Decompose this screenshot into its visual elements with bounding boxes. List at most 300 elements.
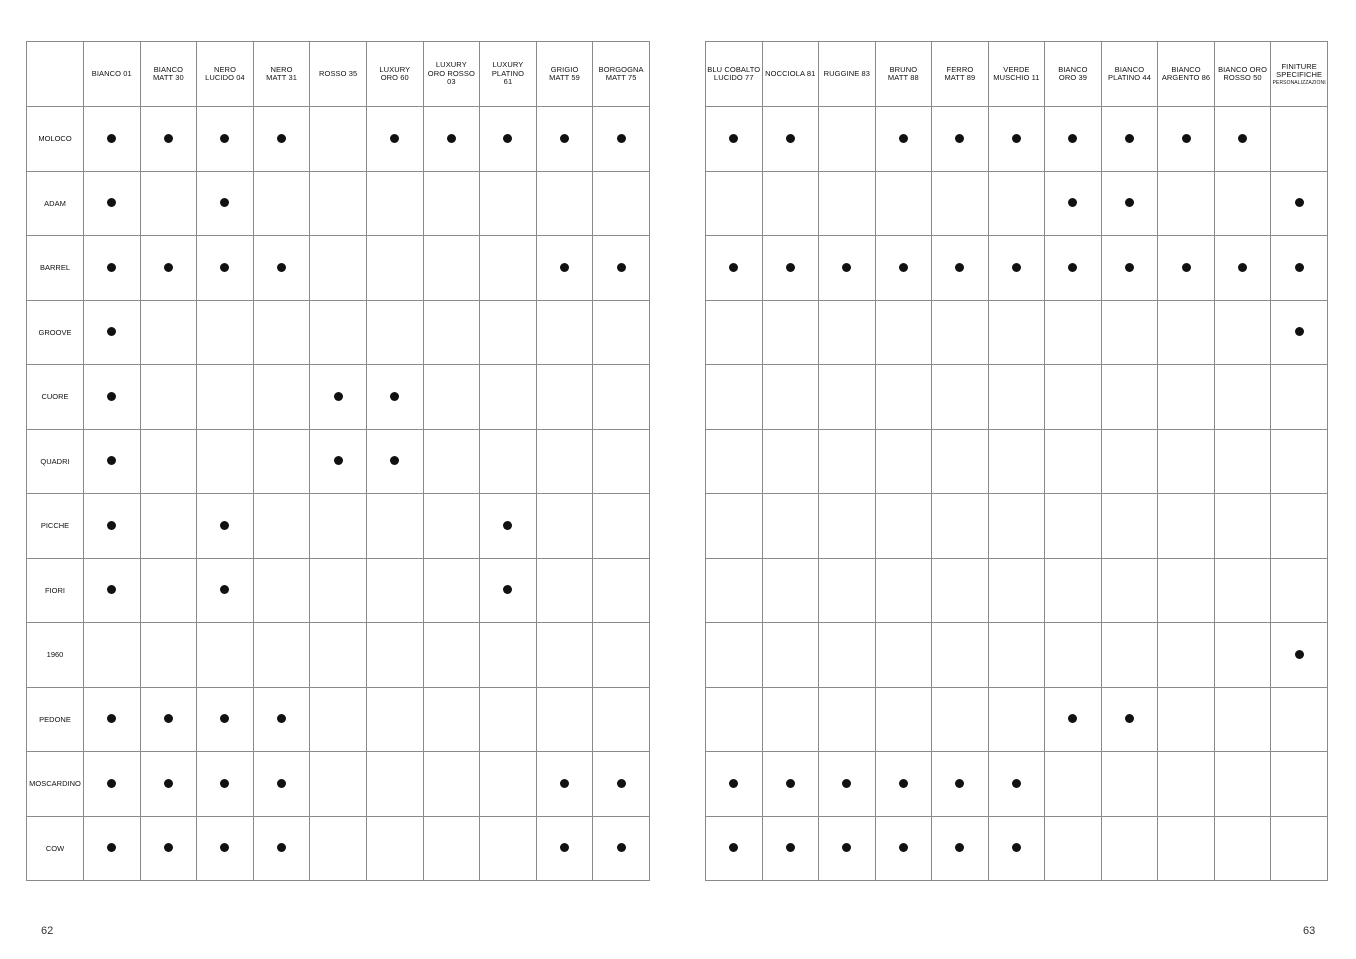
grid-cell <box>932 558 989 623</box>
grid-cell <box>819 494 876 559</box>
grid-cell <box>423 816 480 881</box>
grid-cell <box>593 816 650 881</box>
grid-cell <box>1158 623 1215 688</box>
availability-dot <box>390 456 399 465</box>
grid-cell <box>1158 107 1215 172</box>
row-label: CUORE <box>27 365 84 430</box>
availability-dot <box>1295 198 1304 207</box>
availability-dot <box>107 714 116 723</box>
grid-cell <box>988 752 1045 817</box>
grid-cell <box>1045 300 1102 365</box>
availability-dot <box>842 779 851 788</box>
availability-dot <box>107 198 116 207</box>
column-label: FINITURE SPECIFICHE <box>1276 61 1323 79</box>
grid-cell <box>423 236 480 301</box>
grid-cell <box>932 300 989 365</box>
grid-cell <box>140 429 197 494</box>
header-row <box>27 42 650 107</box>
grid-cell <box>1101 365 1158 430</box>
column-header <box>988 42 1045 107</box>
availability-dot <box>277 263 286 272</box>
grid-cell <box>366 494 423 559</box>
grid-cell <box>423 429 480 494</box>
grid-cell <box>536 494 593 559</box>
grid-cell <box>762 558 819 623</box>
column-label: BIANCO ORO ROSSO 50 <box>1218 64 1268 82</box>
availability-dot <box>220 714 229 723</box>
grid-cell <box>875 365 932 430</box>
availability-dot <box>729 843 738 852</box>
grid-cell <box>1214 752 1271 817</box>
grid-cell <box>140 107 197 172</box>
column-label: LUXURY PLATINO 61 <box>491 60 525 87</box>
row-label: MOLOCO <box>27 107 84 172</box>
grid-cell <box>310 107 367 172</box>
grid-cell <box>197 107 254 172</box>
column-label: FERRO MATT 89 <box>944 64 976 82</box>
grid-cell <box>875 623 932 688</box>
grid-cell <box>140 687 197 752</box>
grid-cell <box>366 107 423 172</box>
grid-cell <box>1271 687 1328 752</box>
grid-cell <box>366 236 423 301</box>
column-header <box>1214 42 1271 107</box>
grid-cell <box>423 365 480 430</box>
availability-dot <box>503 585 512 594</box>
availability-dot <box>1068 134 1077 143</box>
availability-dot <box>164 779 173 788</box>
availability-dot <box>1125 134 1134 143</box>
grid-cell <box>366 752 423 817</box>
grid-cell <box>932 623 989 688</box>
grid-cell <box>1214 365 1271 430</box>
grid-cell <box>1158 236 1215 301</box>
row-label: PICCHE <box>27 494 84 559</box>
availability-dot <box>164 714 173 723</box>
grid-cell <box>932 236 989 301</box>
grid-cell <box>1271 623 1328 688</box>
grid-cell <box>932 752 989 817</box>
grid-cell <box>423 687 480 752</box>
availability-dot <box>1012 779 1021 788</box>
grid-cell <box>706 816 763 881</box>
grid-cell <box>480 752 537 817</box>
availability-dot <box>107 392 116 401</box>
grid-cell <box>1101 236 1158 301</box>
column-header <box>253 42 310 107</box>
availability-dot <box>1012 843 1021 852</box>
column-header <box>310 42 367 107</box>
column-header <box>536 42 593 107</box>
availability-dot <box>1295 327 1304 336</box>
grid-cell <box>310 494 367 559</box>
column-header <box>819 42 876 107</box>
grid-cell <box>253 623 310 688</box>
grid-cell <box>197 171 254 236</box>
availability-dot <box>617 843 626 852</box>
availability-dot <box>617 263 626 272</box>
availability-dot <box>1068 714 1077 723</box>
grid-cell <box>480 494 537 559</box>
grid-cell <box>1101 687 1158 752</box>
grid-cell <box>1158 816 1215 881</box>
availability-dot <box>617 134 626 143</box>
availability-dot <box>786 134 795 143</box>
grid-cell <box>480 107 537 172</box>
grid-cell <box>253 171 310 236</box>
grid-cell <box>536 752 593 817</box>
grid-cell <box>932 107 989 172</box>
grid-cell <box>1214 623 1271 688</box>
grid-cell <box>1045 623 1102 688</box>
grid-cell <box>875 494 932 559</box>
table-row <box>706 300 1328 365</box>
grid-cell <box>1158 365 1215 430</box>
grid-cell <box>253 429 310 494</box>
grid-cell <box>423 107 480 172</box>
availability-dot <box>560 134 569 143</box>
grid-cell <box>84 236 141 301</box>
column-label: BIANCO 01 <box>91 68 132 78</box>
grid-cell <box>593 623 650 688</box>
grid-cell <box>1158 171 1215 236</box>
table-row <box>706 429 1328 494</box>
availability-dot <box>899 843 908 852</box>
availability-dot <box>107 779 116 788</box>
availability-dot <box>334 392 343 401</box>
grid-cell <box>423 171 480 236</box>
grid-cell <box>1101 429 1158 494</box>
grid-cell <box>762 494 819 559</box>
grid-cell <box>1271 365 1328 430</box>
grid-cell <box>84 752 141 817</box>
table-row <box>27 752 650 817</box>
grid-cell <box>197 687 254 752</box>
grid-cell <box>593 300 650 365</box>
column-label: BIANCO ORO 39 <box>1058 64 1088 82</box>
grid-cell <box>819 236 876 301</box>
grid-cell <box>253 687 310 752</box>
grid-cell <box>197 300 254 365</box>
grid-cell <box>197 558 254 623</box>
table-row <box>706 494 1328 559</box>
grid-cell <box>875 171 932 236</box>
column-header <box>762 42 819 107</box>
grid-cell <box>253 494 310 559</box>
grid-cell <box>536 623 593 688</box>
grid-cell <box>1214 687 1271 752</box>
grid-cell <box>366 687 423 752</box>
grid-cell <box>536 107 593 172</box>
column-label: NERO MATT 31 <box>266 64 297 82</box>
availability-dot <box>1238 134 1247 143</box>
table-row <box>27 429 650 494</box>
grid-cell <box>593 494 650 559</box>
column-header <box>593 42 650 107</box>
grid-cell <box>819 687 876 752</box>
grid-cell <box>253 236 310 301</box>
grid-cell <box>1101 300 1158 365</box>
column-header <box>140 42 197 107</box>
grid-cell <box>536 236 593 301</box>
grid-cell <box>1045 429 1102 494</box>
availability-dot <box>220 779 229 788</box>
grid-cell <box>253 300 310 365</box>
grid-cell <box>762 107 819 172</box>
grid-cell <box>593 236 650 301</box>
grid-cell <box>988 429 1045 494</box>
availability-dot <box>729 263 738 272</box>
grid-cell <box>932 494 989 559</box>
grid-cell <box>1214 816 1271 881</box>
grid-cell <box>84 429 141 494</box>
availability-dot <box>955 263 964 272</box>
availability-dot <box>842 263 851 272</box>
grid-cell <box>1214 236 1271 301</box>
grid-cell <box>84 558 141 623</box>
grid-cell <box>988 558 1045 623</box>
grid-cell <box>1214 494 1271 559</box>
availability-dot <box>107 843 116 852</box>
grid-cell <box>197 236 254 301</box>
availability-dot <box>277 779 286 788</box>
availability-dot <box>390 134 399 143</box>
availability-dot <box>1125 263 1134 272</box>
availability-dot <box>107 263 116 272</box>
grid-cell <box>536 429 593 494</box>
grid-cell <box>1101 623 1158 688</box>
grid-cell <box>1214 300 1271 365</box>
availability-dot <box>503 134 512 143</box>
grid-cell <box>253 558 310 623</box>
availability-dot <box>334 456 343 465</box>
header-row <box>706 42 1328 107</box>
availability-dot <box>899 779 908 788</box>
corner-cell <box>27 42 84 107</box>
grid-cell <box>988 171 1045 236</box>
grid-cell <box>140 236 197 301</box>
grid-cell <box>1214 558 1271 623</box>
column-header <box>1101 42 1158 107</box>
grid-cell <box>1271 494 1328 559</box>
grid-cell <box>706 429 763 494</box>
grid-cell <box>706 687 763 752</box>
grid-cell <box>932 687 989 752</box>
grid-cell <box>1045 558 1102 623</box>
grid-cell <box>1158 687 1215 752</box>
grid-cell <box>1045 752 1102 817</box>
availability-dot <box>1012 134 1021 143</box>
grid-cell <box>310 365 367 430</box>
column-label: BLU COBALTO LUCIDO 77 <box>707 64 761 82</box>
grid-cell <box>366 429 423 494</box>
grid-cell <box>366 171 423 236</box>
column-label: LUXURY ORO ROSSO 03 <box>427 60 475 87</box>
availability-dot <box>955 843 964 852</box>
table-row <box>27 816 650 881</box>
grid-cell <box>875 687 932 752</box>
column-header <box>1158 42 1215 107</box>
grid-cell <box>988 816 1045 881</box>
grid-cell <box>310 623 367 688</box>
grid-cell <box>706 752 763 817</box>
column-header <box>197 42 254 107</box>
availability-dot <box>899 134 908 143</box>
grid-cell <box>480 623 537 688</box>
grid-cell <box>480 816 537 881</box>
availability-dot <box>1238 263 1247 272</box>
grid-cell <box>197 429 254 494</box>
grid-cell <box>423 558 480 623</box>
grid-cell <box>706 623 763 688</box>
column-label: ROSSO 35 <box>319 68 358 78</box>
grid-cell <box>1271 558 1328 623</box>
grid-cell <box>310 752 367 817</box>
table-row <box>706 752 1328 817</box>
availability-dot <box>842 843 851 852</box>
grid-cell <box>1101 752 1158 817</box>
grid-cell <box>762 687 819 752</box>
availability-dot <box>560 843 569 852</box>
grid-cell <box>932 429 989 494</box>
grid-cell <box>536 171 593 236</box>
availability-dot <box>560 263 569 272</box>
grid-cell <box>1271 107 1328 172</box>
grid-cell <box>197 623 254 688</box>
availability-dot <box>617 779 626 788</box>
grid-cell <box>706 236 763 301</box>
grid-cell <box>1101 107 1158 172</box>
grid-cell <box>988 687 1045 752</box>
availability-dot <box>1182 134 1191 143</box>
grid-cell <box>819 107 876 172</box>
column-header <box>84 42 141 107</box>
availability-dot <box>164 263 173 272</box>
grid-cell <box>875 300 932 365</box>
availability-dot <box>729 779 738 788</box>
grid-cell <box>140 300 197 365</box>
grid-cell <box>762 429 819 494</box>
availability-dot <box>107 521 116 530</box>
grid-cell <box>875 816 932 881</box>
table-row <box>706 107 1328 172</box>
grid-cell <box>310 171 367 236</box>
availability-dot <box>786 779 795 788</box>
finishes-table-right <box>705 41 1328 881</box>
grid-cell <box>84 687 141 752</box>
grid-cell <box>1271 171 1328 236</box>
grid-cell <box>932 365 989 430</box>
availability-dot <box>1068 263 1077 272</box>
availability-dot <box>107 585 116 594</box>
grid-cell <box>423 752 480 817</box>
availability-dot <box>899 263 908 272</box>
availability-dot <box>1012 263 1021 272</box>
availability-dot <box>1182 263 1191 272</box>
column-label: GRIGIO MATT 59 <box>549 64 580 82</box>
grid-cell <box>706 494 763 559</box>
column-header <box>706 42 763 107</box>
grid-cell <box>706 558 763 623</box>
grid-cell <box>875 752 932 817</box>
grid-cell <box>310 236 367 301</box>
grid-cell <box>140 171 197 236</box>
grid-cell <box>480 687 537 752</box>
row-label: FIORI <box>27 558 84 623</box>
grid-cell <box>310 300 367 365</box>
grid-cell <box>480 365 537 430</box>
grid-cell <box>1045 365 1102 430</box>
column-header <box>480 42 537 107</box>
grid-cell <box>197 752 254 817</box>
grid-cell <box>1214 107 1271 172</box>
column-label: RUGGINE 83 <box>823 68 871 78</box>
grid-cell <box>988 494 1045 559</box>
grid-cell <box>140 623 197 688</box>
availability-dot <box>1295 263 1304 272</box>
row-label: 1960 <box>27 623 84 688</box>
grid-cell <box>536 558 593 623</box>
availability-dot <box>955 134 964 143</box>
grid-cell <box>84 107 141 172</box>
availability-dot <box>164 843 173 852</box>
availability-dot <box>1295 650 1304 659</box>
availability-dot <box>220 198 229 207</box>
grid-cell <box>762 816 819 881</box>
grid-cell <box>593 687 650 752</box>
grid-cell <box>593 365 650 430</box>
grid-cell <box>593 429 650 494</box>
grid-cell <box>819 558 876 623</box>
grid-cell <box>253 816 310 881</box>
page-number-left: 62 <box>41 925 54 937</box>
grid-cell <box>140 365 197 430</box>
table-row <box>706 558 1328 623</box>
row-label: MOSCARDINO <box>27 752 84 817</box>
grid-cell <box>988 107 1045 172</box>
grid-cell <box>593 752 650 817</box>
grid-cell <box>480 429 537 494</box>
column-label: VERDE MUSCHIO 11 <box>993 64 1040 82</box>
grid-cell <box>819 816 876 881</box>
availability-dot <box>164 134 173 143</box>
grid-cell <box>819 365 876 430</box>
table-row <box>27 558 650 623</box>
availability-dot <box>1125 714 1134 723</box>
grid-cell <box>932 816 989 881</box>
availability-dot <box>277 714 286 723</box>
grid-cell <box>1271 429 1328 494</box>
grid-cell <box>1214 429 1271 494</box>
grid-cell <box>366 623 423 688</box>
grid-cell <box>1158 429 1215 494</box>
grid-cell <box>197 816 254 881</box>
table-row <box>706 236 1328 301</box>
grid-cell <box>593 107 650 172</box>
grid-cell <box>140 816 197 881</box>
grid-cell <box>480 171 537 236</box>
grid-cell <box>310 558 367 623</box>
grid-cell <box>1045 107 1102 172</box>
grid-cell <box>366 558 423 623</box>
grid-cell <box>819 429 876 494</box>
grid-cell <box>932 171 989 236</box>
grid-cell <box>366 816 423 881</box>
grid-cell <box>423 300 480 365</box>
table-row <box>706 171 1328 236</box>
column-label: BIANCO MATT 30 <box>152 64 184 82</box>
table-row <box>27 171 650 236</box>
